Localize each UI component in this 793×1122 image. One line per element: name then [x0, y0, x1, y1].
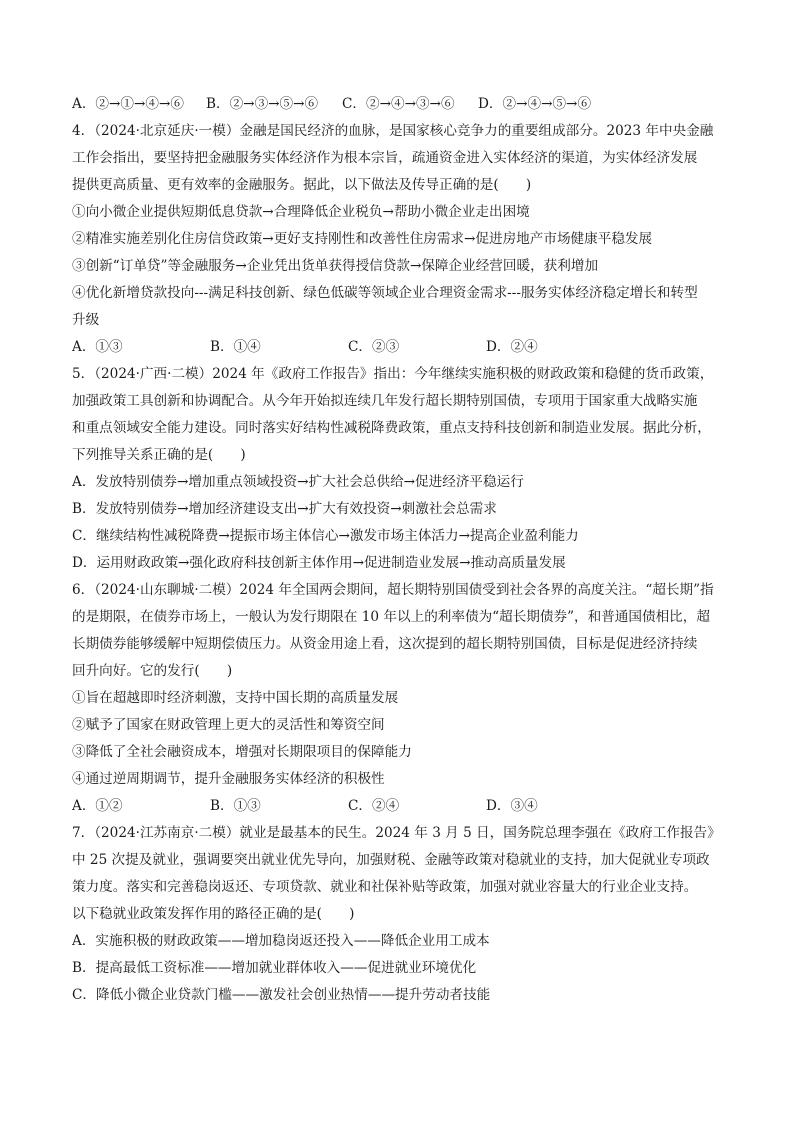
q7-option-a[interactable]: A．实施积极的财政政策——增加稳岗返还投入——降低企业用工成本 [72, 933, 490, 949]
q5-stem-line: 下列推导关系正确的是( ) [72, 447, 246, 463]
q5-option-d[interactable]: D．运用财政政策→强化政府科技创新主体作用→促进制造业发展→推动高质量发展 [72, 555, 566, 571]
q3-option-d[interactable]: D．②→④→⑤→⑥ [478, 96, 592, 112]
q6-stem-line: 的是期限，在债券市场上，一般认为发行期限在 10 年以上的利率债为“超长期债券”，和普通国债相比，超 [72, 609, 710, 625]
q4-stem-line: 工作会指出，要坚持把金融服务实体经济作为根本宗旨，疏通资金进入实体经济的渠道，为实体经济发展 [72, 150, 698, 166]
q4-item-4: ④优化新增贷款投向---满足科技创新、绿色低碳等领域企业合理资金需求---服务实体经济稳定增长和转型 [72, 285, 698, 301]
q5-option-a[interactable]: A．发放特别债券→增加重点领域投资→扩大社会总供给→促进经济平稳运行 [72, 474, 524, 490]
q5-option-c[interactable]: C．继续结构性减税降费→提振市场主体信心→激发市场主体活力→提高企业盈利能力 [72, 528, 579, 544]
q4-item-3: ③创新“订单贷”等金融服务→企业凭出货单获得授信贷款→保障企业经营回暖，获利增加 [72, 258, 599, 274]
q6-stem-line: 回升向好。它的发行( ) [72, 663, 233, 679]
q4-option-a[interactable]: A．①③ [72, 339, 123, 355]
q7-stem-line: 策力度。落实和完善稳岗返还、专项贷款、就业和社保补贴等政策，加强对就业容量大的行业企业支持。 [72, 879, 698, 895]
page-content [72, 91, 724, 1009]
q5-stem-line: 加强政策工具创新和协调配合。从今年开始拟连续几年发行超长期特别国债，专项用于国家重大战略实施 [72, 393, 698, 409]
q3-option-a[interactable]: A．②→①→④→⑥ [72, 96, 184, 112]
q6-item-2: ②赋予了国家在财政管理上更大的灵活性和筹资空间 [72, 717, 385, 733]
question-5 [72, 361, 724, 577]
q4-option-b[interactable]: B．①④ [210, 339, 261, 355]
q6-stem-line: 6．（2024·山东聊城·二模）2024 年全国两会期间，超长期特别国债受到社会各界的高度关注。“超长期”指 [72, 582, 714, 598]
q4-options [72, 334, 724, 361]
q7-stem-line: 7．（2024·江苏南京·二模）就业是最基本的民生。2024 年 3 月 5 日，国务院总理李强在《政府工作报告》 [72, 825, 721, 841]
q7-option-c[interactable]: C．降低小微企业贷款门槛——激发社会创业热情——提升劳动者技能 [72, 987, 491, 1003]
q6-item-3: ③降低了全社会融资成本，增强对长期限项目的保障能力 [72, 744, 412, 760]
q4-option-c[interactable]: C．②③ [348, 339, 400, 355]
q6-item-4: ④通过逆周期调节，提升金融服务实体经济的积极性 [72, 771, 385, 787]
q6-stem-line: 长期债券能够缓解中短期偿债压力。从资金用途上看，这次提到的超长期特别国债，目标是促进经济持续 [72, 636, 698, 652]
q6-option-b[interactable]: B．①③ [210, 798, 261, 814]
question-4 [72, 118, 724, 361]
q6-options [72, 793, 724, 820]
q4-item-4-cont: 升级 [72, 312, 100, 328]
q7-stem-line: 以下稳就业政策发挥作用的路径正确的是( ) [72, 906, 355, 922]
q4-stem-line: 4．（2024·北京延庆·一模）金融是国民经济的血脉，是国家核心竞争力的重要组成部分。2023 年中央金融 [72, 123, 714, 139]
q6-option-a[interactable]: A．①② [72, 798, 123, 814]
q6-item-1: ①旨在超越即时经济刺激，支持中国长期的高质量发展 [72, 690, 399, 706]
q4-stem-line: 提供更高质量、更有效率的金融服务。据此，以下做法及传导正确的是( ) [72, 177, 532, 193]
q5-option-b[interactable]: B．发放特别债券→增加经济建设支出→扩大有效投资→刺激社会总需求 [72, 501, 497, 517]
q3-option-c[interactable]: C．②→④→③→⑥ [342, 96, 455, 112]
q7-option-b[interactable]: B．提高最低工资标准——增加就业群体收入——促进就业环境优化 [72, 960, 477, 976]
q3-options [72, 91, 724, 118]
q4-item-2: ②精准实施差别化住房信贷政策→更好支持刚性和改善性住房需求→促进房地产市场健康平稳发展 [72, 231, 653, 247]
q3-option-b[interactable]: B．②→③→⑤→⑥ [206, 96, 319, 112]
question-6 [72, 577, 724, 820]
q6-option-c[interactable]: C．②④ [348, 798, 400, 814]
q6-option-d[interactable]: D．③④ [486, 798, 538, 814]
q5-stem-line: 和重点领域安全能力建设。同时落实好结构性减税降费政策，重点支持科技创新和制造业发展。据此分析， [72, 420, 711, 436]
q7-stem-line: 中 25 次提及就业，强调要突出就业优先导向，加强财税、金融等政策对稳就业的支持，加大促就业专项政 [72, 852, 710, 868]
q4-option-d[interactable]: D．②④ [486, 339, 538, 355]
question-7 [72, 820, 724, 1009]
q5-stem-line: 5．（2024·广西·二模）2024 年《政府工作报告》指出：今年继续实施积极的财政政策和稳健的货币政策， [72, 366, 714, 382]
q4-item-1: ①向小微企业提供短期低息贷款→合理降低企业税负→帮助小微企业走出困境 [72, 204, 530, 220]
